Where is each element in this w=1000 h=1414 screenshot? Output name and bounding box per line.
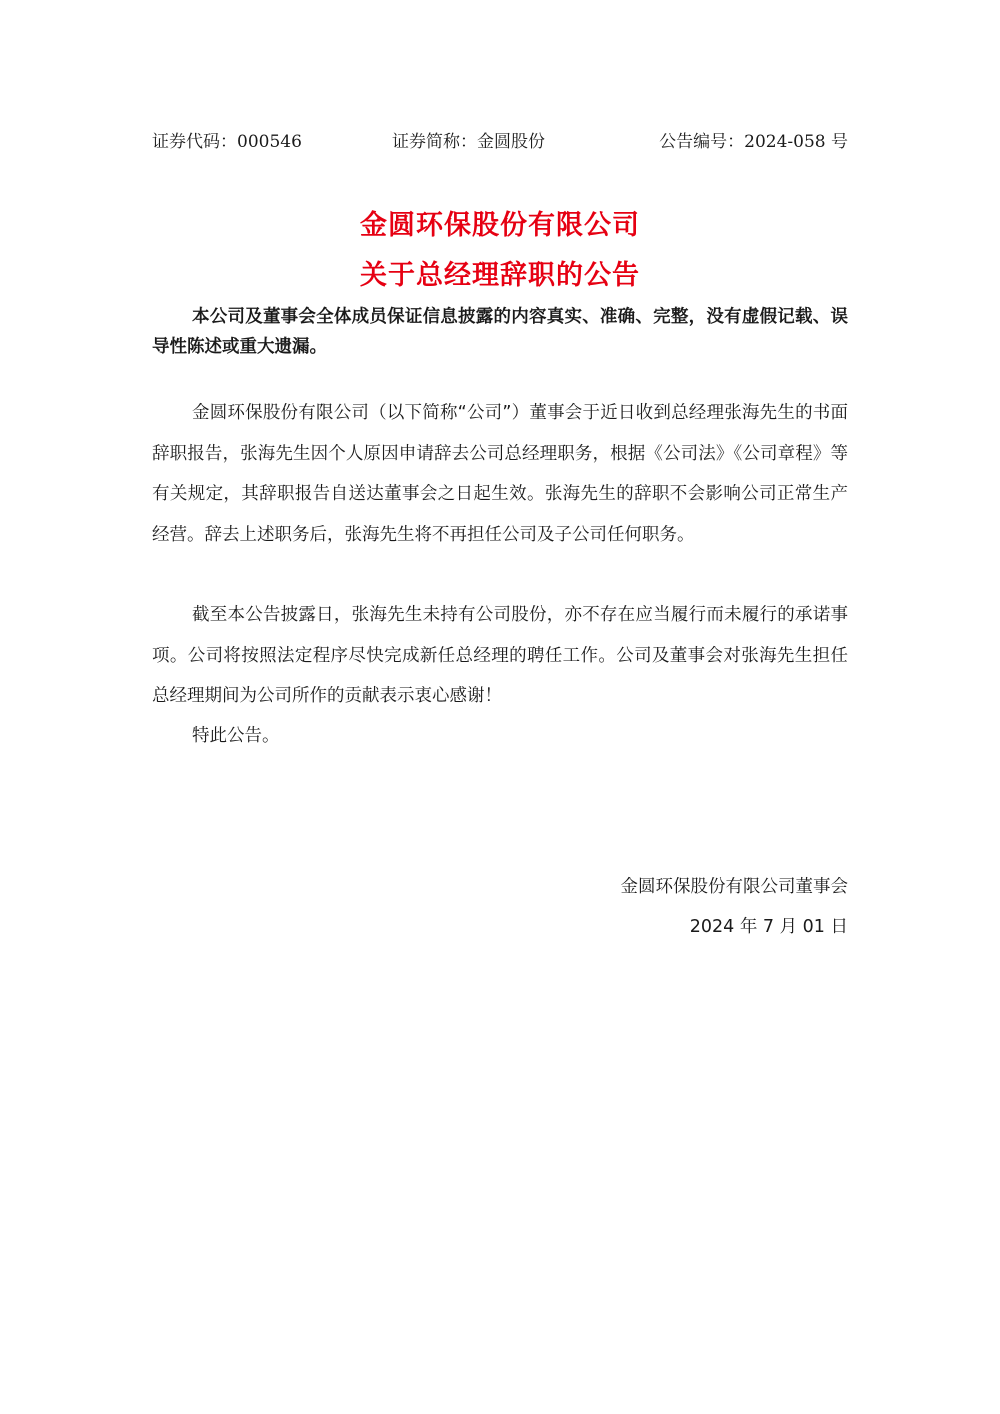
- stock-code: 证券代码：000546: [152, 132, 302, 152]
- body-paragraph-shareholding: 截至本公告披露日，张海先生未持有公司股份，亦不存在应当履行而未履行的承诺事项。公司将按照法定程序尽快完成新任总经理的聘任工作。公司及董事会对张海先生担任总经理期间为公司所作的贡献表示衷心感谢！: [152, 605, 848, 706]
- announcement-number: 公告编号：2024-058 号: [659, 132, 848, 152]
- stock-short-name: 证券简称：金圆股份: [392, 132, 545, 152]
- disclosure-statement: 本公司及董事会全体成员保证信息披露的内容真实、准确、完整，没有虚假记载、误导性陈述或重大遗漏。: [152, 307, 848, 357]
- document-header: [152, 128, 848, 156]
- announcement-subject: 关于总经理辞职的公告: [360, 260, 640, 291]
- body-paragraph-resignation: 金圆环保股份有限公司（以下简称“公司”）董事会于近日收到总经理张海先生的书面辞职报告，张海先生因个人原因申请辞去公司总经理职务，根据《公司法》《公司章程》等有关规定，其辞职报告自送达董事会之日起生效。张海先生的辞职不会影响公司正常生产经营。辞去上述职务后，张海先生将不再担任公司及子公司任何职务。: [152, 403, 848, 545]
- company-title: 金圆环保股份有限公司: [360, 210, 640, 241]
- signature-organization: 金圆环保股份有限公司董事会: [620, 877, 848, 897]
- signature-date: 2024 年 7 月 01 日: [689, 917, 848, 937]
- body-paragraph-closing: 特此公告。: [192, 726, 280, 746]
